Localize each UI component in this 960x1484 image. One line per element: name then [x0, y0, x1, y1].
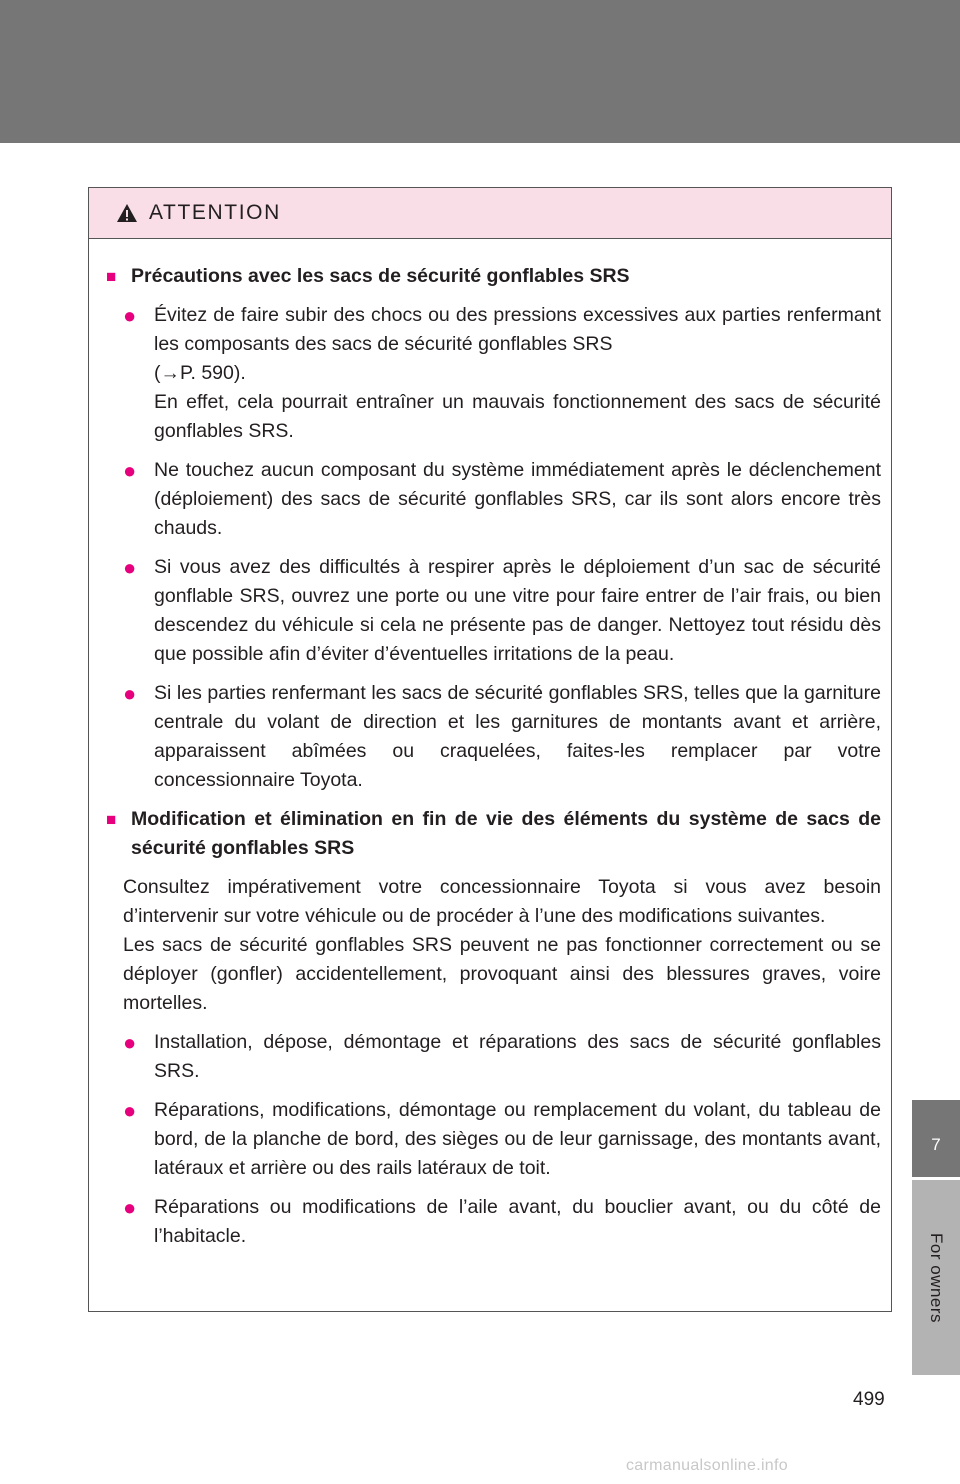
- bullet-text: Installation, dépose, démontage et réparations des sacs de sécurité gonflables SRS.: [154, 1031, 881, 1082]
- round-bullet-icon: ●: [123, 1030, 137, 1055]
- paragraph-text: Les sacs de sécurité gonflables SRS peuvent ne pas fonctionner correctement ou se déployer (gonfler) accidentellement, provoquant ainsi des blessures graves, voire mortelles.: [123, 934, 881, 1014]
- caution-header: [89, 188, 891, 239]
- section-heading-text: Modification et élimination en fin de vie des éléments du système de sacs de sécurité gonflables SRS: [131, 808, 881, 859]
- square-bullet-icon: ■: [106, 267, 117, 286]
- round-bullet-icon: ●: [123, 555, 137, 580]
- bullet-text-continuation: En effet, cela pourrait entraîner un mauvais fonctionnement des sacs de sécurité gonflables SRS.: [154, 391, 881, 442]
- caution-body: [89, 239, 891, 1251]
- bullet-text: Ne touchez aucun composant du système immédiatement après le déclenchement (déploiement) des sacs de sécurité gonflables SRS, car ils sont alors encore très chauds.: [154, 459, 881, 539]
- section-heading-text: Précautions avec les sacs de sécurité gonflables SRS: [131, 265, 630, 287]
- list-item: [123, 301, 881, 446]
- list-item: [123, 679, 881, 795]
- caution-box: [88, 187, 892, 1312]
- bullet-text: Réparations ou modifications de l’aile avant, du bouclier avant, ou du côté de l’habitacle.: [154, 1196, 881, 1247]
- watermark: carmanualsonline.info: [626, 1457, 788, 1474]
- chapter-tab-number: 7: [912, 1100, 960, 1177]
- round-bullet-icon: ●: [123, 681, 137, 706]
- page-number: 499: [853, 1389, 885, 1410]
- bullet-text: Si vous avez des difficultés à respirer après le déploiement d’un sac de sécurité gonflable SRS, ouvrez une porte ou une vitre pour faire entrer de l’air frais, ou bien descendez du véhicule si cela ne présente pas de danger. Nettoyez tout résidu dès que possible afin d’éviter d’éventuelles irritations de la peau.: [154, 556, 881, 665]
- arrow-right-icon: →: [160, 362, 180, 384]
- bullet-text: Évitez de faire subir des chocs ou des pressions excessives aux parties renfermant les composants des sacs de sécurité gonflables SRS: [154, 304, 881, 355]
- section-heading-modification: [106, 805, 881, 863]
- page-reference-target: P. 590: [180, 362, 234, 384]
- top-header-band: [0, 0, 960, 143]
- chapter-tab-label: [912, 1180, 960, 1375]
- paragraph-text: Consultez impérativement votre concessionnaire Toyota si vous avez besoin d’intervenir sur votre véhicule ou de procéder à l’une des modifications suivantes.: [123, 876, 881, 927]
- square-bullet-icon: ■: [106, 810, 117, 829]
- list-item: [123, 456, 881, 543]
- bullet-text: Réparations, modifications, démontage ou remplacement du volant, du tableau de bord, de la planche de bord, des sièges ou de leur garnissage, des montants avant, latéraux et arrière ou des rails latéraux de toit.: [154, 1099, 881, 1179]
- list-item: [123, 1028, 881, 1086]
- round-bullet-icon: ●: [123, 303, 137, 328]
- list-item: [123, 553, 881, 669]
- list-item: [123, 1193, 881, 1251]
- round-bullet-icon: ●: [123, 1098, 137, 1123]
- list-item: [123, 1096, 881, 1183]
- round-bullet-icon: ●: [123, 458, 137, 483]
- round-bullet-icon: ●: [123, 1195, 137, 1220]
- section-heading-precautions: [106, 262, 881, 291]
- chapter-tab-label-text: For owners: [927, 1232, 946, 1323]
- paragraph: [123, 873, 881, 1018]
- warning-triangle-icon: [116, 203, 138, 223]
- caution-title: ATTENTION: [149, 201, 281, 224]
- bullet-text: Si les parties renfermant les sacs de sécurité gonflables SRS, telles que la garniture centrale du volant de direction et les garnitures de montants avant et arrière, apparaissent abîmées ou craquelées, faites-les remplacer par votre concessionnaire Toyota.: [154, 682, 881, 791]
- page-reference: (→P. 590).: [154, 362, 246, 384]
